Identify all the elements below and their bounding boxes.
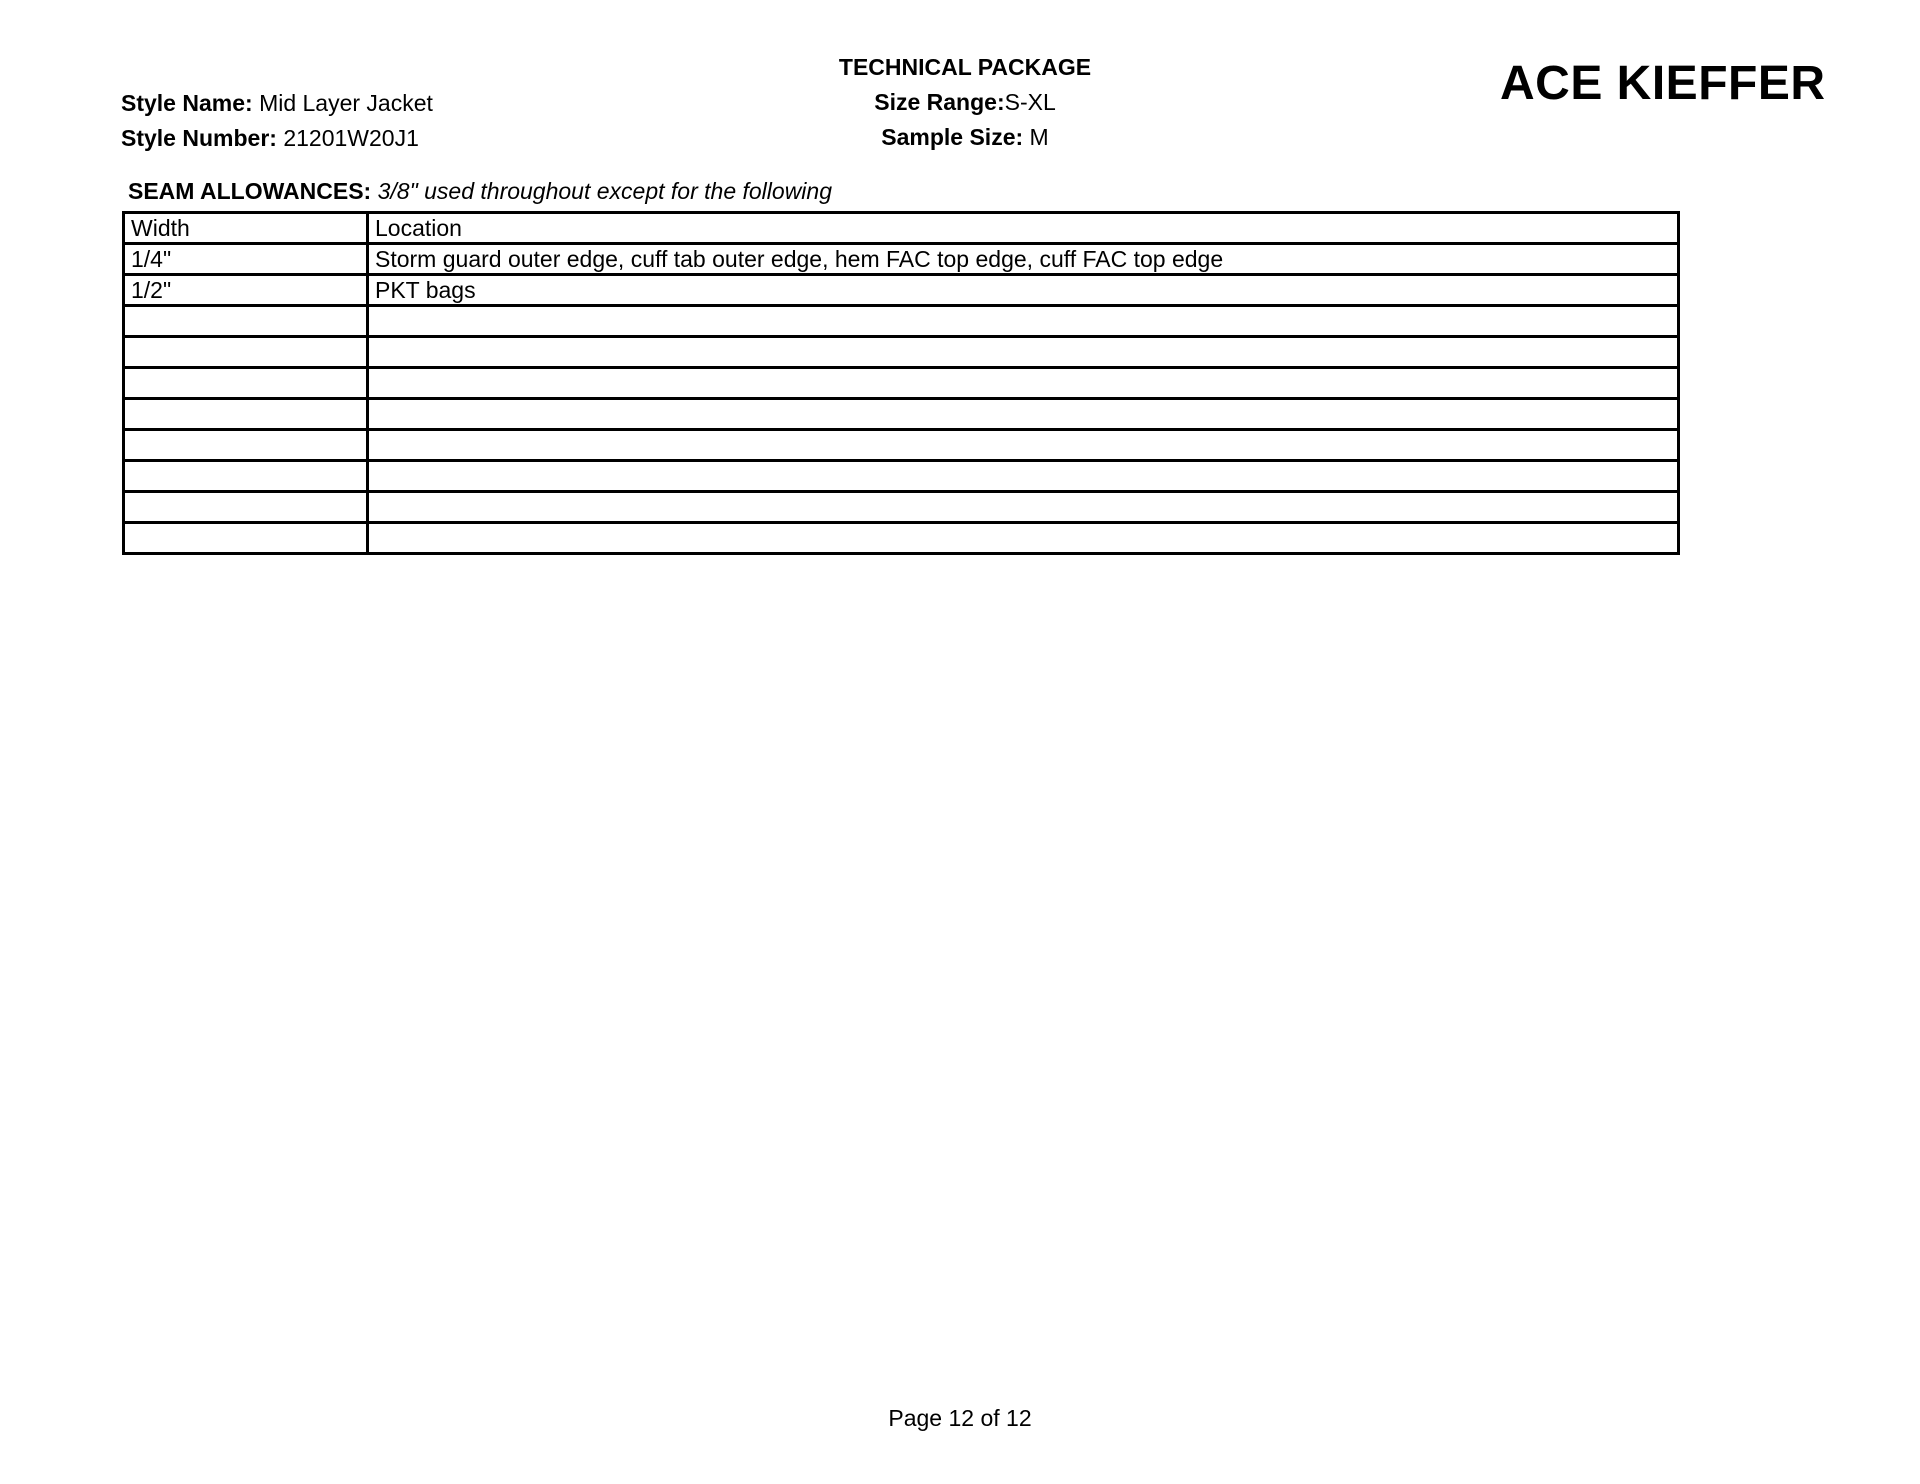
- table-header-row: [124, 213, 1679, 244]
- brand-logo: ACE KIEFFER: [1500, 57, 1826, 110]
- location-cell: [368, 399, 1679, 430]
- location-cell: Storm guard outer edge, cuff tab outer edge, hem FAC top edge, cuff FAC top edge: [368, 244, 1679, 275]
- size-range-value: S-XL: [1004, 89, 1056, 115]
- seam-allowance-table: [122, 211, 1680, 555]
- seam-allowances-note: 3/8" used throughout except for the following: [377, 178, 833, 204]
- style-name-value: Mid Layer Jacket: [259, 90, 433, 116]
- location-cell: PKT bags: [368, 275, 1679, 306]
- document-title: TECHNICAL PACKAGE: [838, 54, 1092, 80]
- package-info: [760, 50, 1170, 155]
- location-cell: [368, 368, 1679, 399]
- width-cell: [124, 399, 368, 430]
- sample-size-label: Sample Size:: [881, 124, 1024, 150]
- width-cell: [124, 337, 368, 368]
- table-row: [124, 430, 1679, 461]
- table-row: [124, 306, 1679, 337]
- table-row: [124, 461, 1679, 492]
- location-cell: [368, 306, 1679, 337]
- width-cell: [124, 461, 368, 492]
- width-cell: [124, 492, 368, 523]
- table-row: [124, 492, 1679, 523]
- table-row: [124, 244, 1679, 275]
- sample-size-value: M: [1029, 124, 1049, 150]
- column-header-location: Location: [368, 213, 1679, 244]
- table-row: [124, 523, 1679, 554]
- page-number: Page 12 of 12: [888, 1405, 1032, 1431]
- location-cell: [368, 523, 1679, 554]
- style-info: [121, 86, 433, 156]
- width-cell: [124, 306, 368, 337]
- style-name-label: Style Name:: [121, 90, 253, 116]
- seam-allowances-heading: [128, 176, 832, 206]
- width-cell: 1/4": [124, 244, 368, 275]
- seam-table-body: [124, 213, 1679, 554]
- size-range-label: Size Range:: [874, 89, 1005, 115]
- table-row: [124, 399, 1679, 430]
- location-cell: [368, 492, 1679, 523]
- sample-size-line: [760, 120, 1170, 155]
- size-range-line: [760, 85, 1170, 120]
- table-row: [124, 368, 1679, 399]
- style-name-line: [121, 86, 433, 121]
- seam-allowances-label: SEAM ALLOWANCES:: [128, 178, 372, 204]
- column-header-width: Width: [124, 213, 368, 244]
- table-row: [124, 275, 1679, 306]
- width-cell: 1/2": [124, 275, 368, 306]
- style-number-label: Style Number:: [121, 125, 277, 151]
- style-number-line: [121, 121, 433, 156]
- style-number-value: 21201W20J1: [283, 125, 419, 151]
- width-cell: [124, 430, 368, 461]
- table-row: [124, 337, 1679, 368]
- location-cell: [368, 430, 1679, 461]
- location-cell: [368, 337, 1679, 368]
- width-cell: [124, 523, 368, 554]
- width-cell: [124, 368, 368, 399]
- location-cell: [368, 461, 1679, 492]
